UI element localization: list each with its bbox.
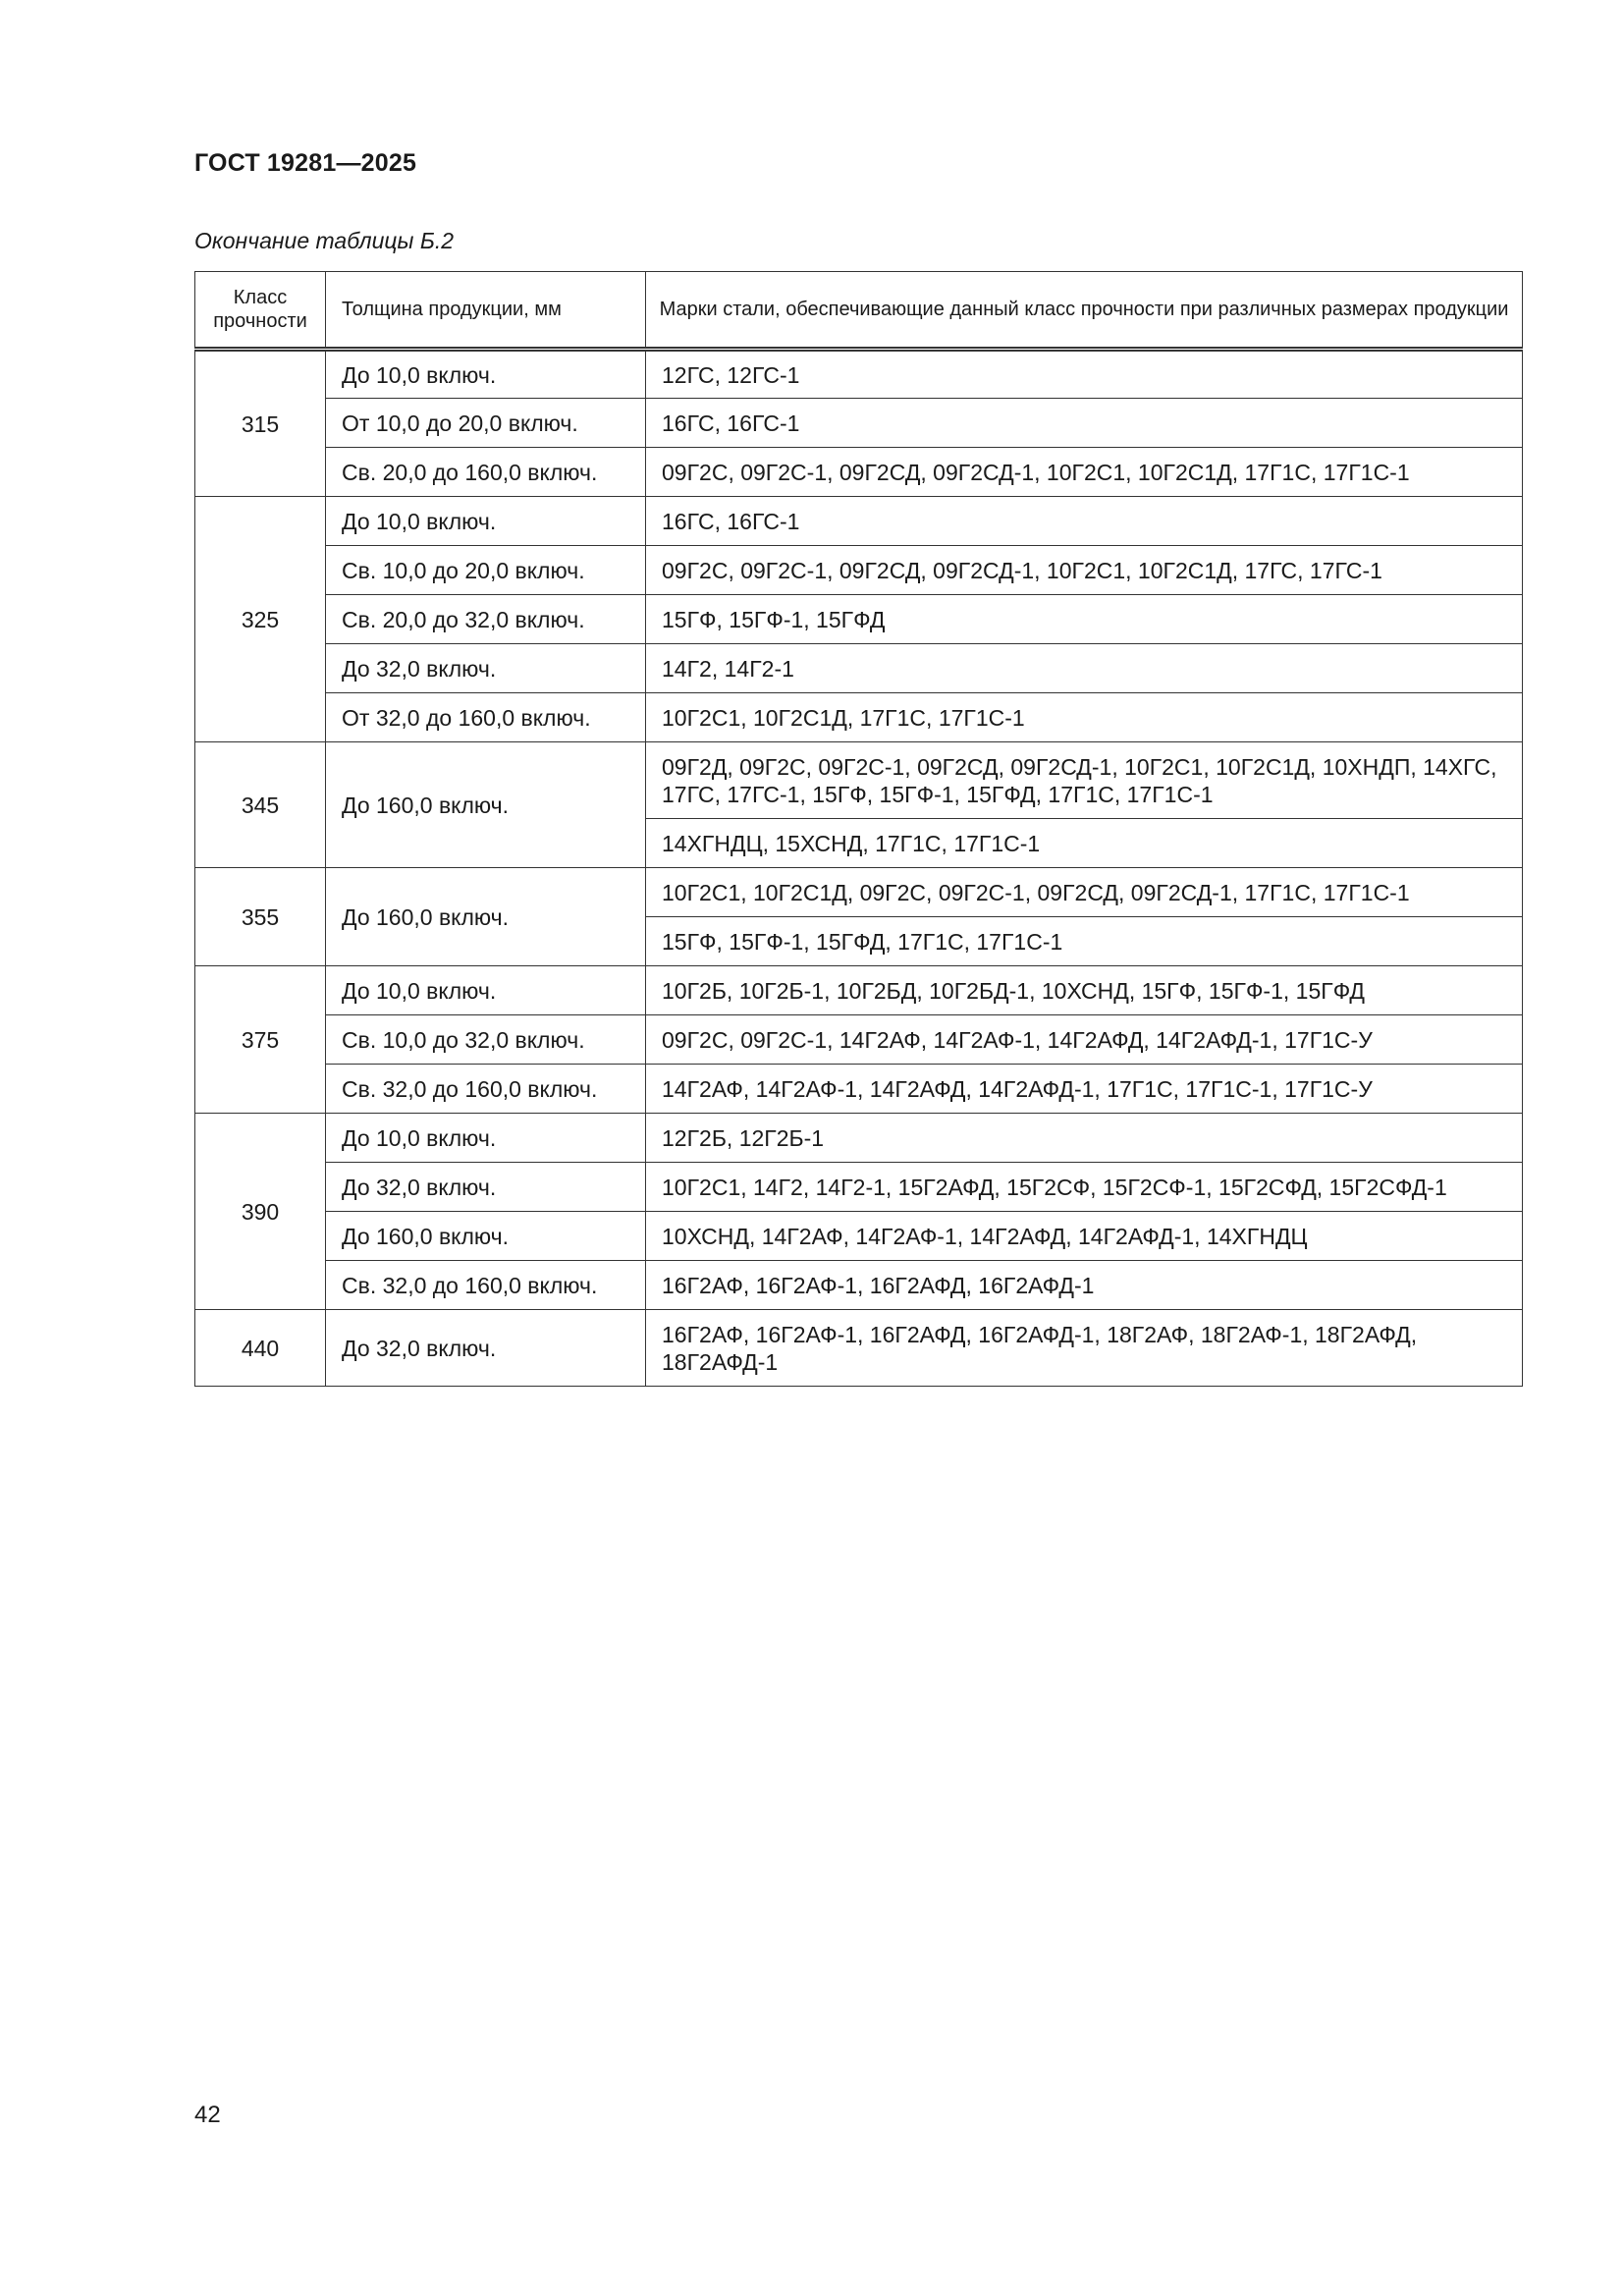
table-row [195,693,1523,742]
thickness-cell: От 32,0 до 160,0 включ. [326,693,646,742]
thickness-cell: Св. 20,0 до 32,0 включ. [326,595,646,644]
steel-grades-table [194,271,1523,1387]
table-row [195,350,1523,399]
strength-class-cell: 355 [195,868,326,966]
table-row [195,1163,1523,1212]
grades-cell: 14ХГНДЦ, 15ХСНД, 17Г1С, 17Г1С-1 [646,819,1523,868]
grades-cell: 12Г2Б, 12Г2Б-1 [646,1114,1523,1163]
table-row [195,399,1523,448]
table-row [195,742,1523,819]
table-row [195,595,1523,644]
thickness-cell: Св. 20,0 до 160,0 включ. [326,448,646,497]
strength-class-cell: 315 [195,350,326,497]
table-row [195,1310,1523,1387]
grades-cell: 16ГС, 16ГС-1 [646,497,1523,546]
table-row [195,868,1523,917]
thickness-cell: До 32,0 включ. [326,1163,646,1212]
thickness-cell: До 10,0 включ. [326,350,646,399]
page-number: 42 [194,2102,221,2128]
header-strength-class: Класс прочности [195,272,326,350]
thickness-cell: До 160,0 включ. [326,742,646,868]
thickness-cell: До 32,0 включ. [326,1310,646,1387]
grades-cell: 15ГФ, 15ГФ-1, 15ГФД, 17Г1С, 17Г1С-1 [646,917,1523,966]
strength-class-cell: 375 [195,966,326,1114]
thickness-cell: До 10,0 включ. [326,1114,646,1163]
grades-cell: 16Г2АФ, 16Г2АФ-1, 16Г2АФД, 16Г2АФД-1 [646,1261,1523,1310]
thickness-cell: До 10,0 включ. [326,497,646,546]
grades-cell: 14Г2, 14Г2-1 [646,644,1523,693]
table-row [195,966,1523,1015]
document-code: ГОСТ 19281—2025 [194,149,417,177]
grades-cell: 12ГС, 12ГС-1 [646,350,1523,399]
thickness-cell: До 32,0 включ. [326,644,646,693]
thickness-cell: Св. 32,0 до 160,0 включ. [326,1261,646,1310]
strength-class-cell: 440 [195,1310,326,1387]
table-row [195,1015,1523,1065]
table-row [195,497,1523,546]
thickness-cell: Св. 10,0 до 20,0 включ. [326,546,646,595]
thickness-cell: До 160,0 включ. [326,868,646,966]
grades-cell: 10Г2С1, 10Г2С1Д, 09Г2С, 09Г2С-1, 09Г2СД, 09Г2СД-1, 17Г1С, 17Г1С-1 [646,868,1523,917]
table-row [195,1261,1523,1310]
grades-cell: 10Г2С1, 10Г2С1Д, 17Г1С, 17Г1С-1 [646,693,1523,742]
grades-cell: 10ХСНД, 14Г2АФ, 14Г2АФ-1, 14Г2АФД, 14Г2АФД-1, 14ХГНДЦ [646,1212,1523,1261]
table-row [195,644,1523,693]
table-row [195,1212,1523,1261]
table-row [195,1114,1523,1163]
table-row [195,1065,1523,1114]
strength-class-cell: 390 [195,1114,326,1310]
table-caption: Окончание таблицы Б.2 [194,228,455,253]
grades-cell: 10Г2Б, 10Г2Б-1, 10Г2БД, 10Г2БД-1, 10ХСНД, 15ГФ, 15ГФ-1, 15ГФД [646,966,1523,1015]
header-steel-grades: Марки стали, обеспечивающие данный класс прочности при различных размерах продукции [646,272,1523,350]
grades-cell: 09Г2С, 09Г2С-1, 14Г2АФ, 14Г2АФ-1, 14Г2АФД, 14Г2АФД-1, 17Г1С-У [646,1015,1523,1065]
grades-cell: 15ГФ, 15ГФ-1, 15ГФД [646,595,1523,644]
table-row [195,448,1523,497]
header-thickness: Толщина продукции, мм [326,272,646,350]
thickness-cell: Св. 32,0 до 160,0 включ. [326,1065,646,1114]
thickness-cell: До 160,0 включ. [326,1212,646,1261]
thickness-cell: От 10,0 до 20,0 включ. [326,399,646,448]
table-row [195,546,1523,595]
table-header-row [195,272,1523,350]
strength-class-cell: 325 [195,497,326,742]
grades-cell: 09Г2С, 09Г2С-1, 09Г2СД, 09Г2СД-1, 10Г2С1, 10Г2С1Д, 17Г1С, 17Г1С-1 [646,448,1523,497]
grades-cell: 09Г2С, 09Г2С-1, 09Г2СД, 09Г2СД-1, 10Г2С1, 10Г2С1Д, 17ГС, 17ГС-1 [646,546,1523,595]
thickness-cell: До 10,0 включ. [326,966,646,1015]
grades-cell: 09Г2Д, 09Г2С, 09Г2С-1, 09Г2СД, 09Г2СД-1, 10Г2С1, 10Г2С1Д, 10ХНДП, 14ХГС, 17ГС, 17ГС-1, 15ГФ, 15ГФ-1, 15ГФД, 17Г1С, 17Г1С-1 [646,742,1523,819]
grades-cell: 10Г2С1, 14Г2, 14Г2-1, 15Г2АФД, 15Г2СФ, 15Г2СФ-1, 15Г2СФД, 15Г2СФД-1 [646,1163,1523,1212]
grades-cell: 14Г2АФ, 14Г2АФ-1, 14Г2АФД, 14Г2АФД-1, 17Г1С, 17Г1С-1, 17Г1С-У [646,1065,1523,1114]
grades-cell: 16ГС, 16ГС-1 [646,399,1523,448]
thickness-cell: Св. 10,0 до 32,0 включ. [326,1015,646,1065]
strength-class-cell: 345 [195,742,326,868]
grades-cell: 16Г2АФ, 16Г2АФ-1, 16Г2АФД, 16Г2АФД-1, 18Г2АФ, 18Г2АФ-1, 18Г2АФД, 18Г2АФД-1 [646,1310,1523,1387]
